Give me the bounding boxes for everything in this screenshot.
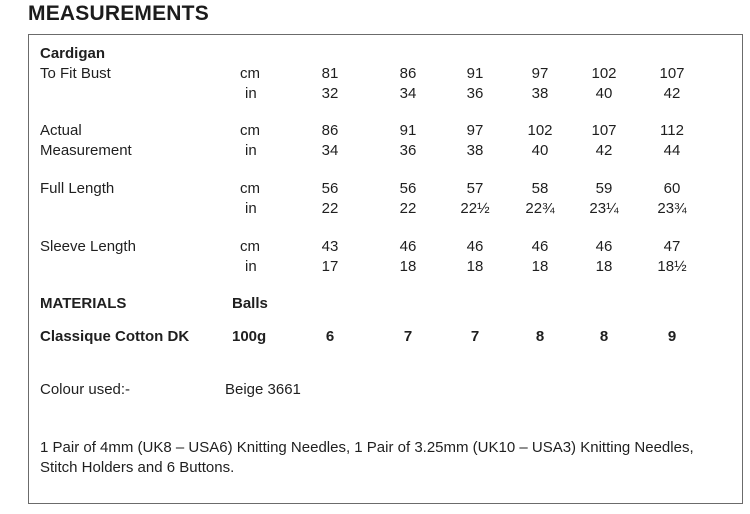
cm-value: 107	[591, 122, 617, 139]
needles-text: 1 Pair of 4mm (UK8 – USA6) Knitting Needles, 1 Pair of 3.25mm (UK10 – USA3) Knitting Needles, Stitch Holders and 6 Buttons.	[40, 439, 694, 476]
in-value: 44	[663, 142, 681, 159]
cm-value: 57	[466, 180, 484, 197]
in-value: 42	[663, 85, 681, 102]
in-value: 23¾	[657, 200, 687, 217]
cm-value: 112	[660, 122, 684, 139]
in-value: 18	[399, 258, 417, 275]
row-label: To Fit Bust	[40, 65, 111, 82]
in-value: 18½	[657, 258, 687, 275]
in-value: 36	[466, 85, 484, 102]
unit-cm: cm	[240, 238, 260, 255]
cm-value: 46	[531, 238, 549, 255]
in-value: 22	[399, 200, 417, 217]
in-value: 36	[399, 142, 417, 159]
in-value: 38	[531, 85, 549, 102]
yarn-weight: 100g	[232, 328, 267, 345]
cm-value: 43	[321, 238, 339, 255]
in-value: 18	[595, 258, 613, 275]
unit-cm: cm	[240, 65, 260, 82]
unit-cm: cm	[240, 122, 260, 139]
in-value: 18	[531, 258, 549, 275]
colour-label: Colour used:-	[40, 381, 131, 398]
ball-count: 9	[667, 328, 677, 345]
in-value: 22¾	[525, 200, 555, 217]
cm-value: 59	[595, 180, 613, 197]
cm-value: 46	[466, 238, 484, 255]
unit-cm: cm	[240, 180, 260, 197]
ball-count: 7	[470, 328, 480, 345]
cm-value: 86	[321, 122, 339, 139]
in-value: 18	[466, 258, 484, 275]
unit-in: in	[245, 142, 257, 159]
row-label: Full Length	[40, 180, 115, 197]
cm-value: 56	[321, 180, 339, 197]
cm-value: 81	[321, 65, 339, 82]
in-value: 17	[321, 258, 339, 275]
unit-in: in	[245, 258, 257, 275]
in-value: 22½	[460, 200, 490, 217]
cm-value: 91	[399, 122, 417, 139]
ball-count: 6	[325, 328, 335, 345]
cm-value: 56	[399, 180, 417, 197]
row-label: Actual	[40, 122, 82, 139]
in-value: 34	[321, 142, 339, 159]
in-value: 32	[321, 85, 339, 102]
cm-value: 91	[466, 65, 484, 82]
cm-value: 107	[659, 65, 685, 82]
row-label: Measurement	[40, 142, 132, 159]
row-label: Sleeve Length	[40, 238, 136, 255]
cm-value: 102	[591, 65, 617, 82]
yarn-name: Classique Cotton DK	[40, 328, 190, 345]
cm-value: 58	[531, 180, 549, 197]
ball-count: 8	[599, 328, 609, 345]
in-value: 22	[321, 200, 339, 217]
in-value: 23¼	[589, 200, 619, 217]
page-title: MEASUREMENTS	[28, 2, 209, 25]
in-value: 38	[466, 142, 484, 159]
ball-count: 7	[403, 328, 413, 345]
colour-value: Beige 3661	[225, 381, 301, 398]
materials-heading: MATERIALS	[40, 295, 127, 312]
cm-value: 102	[527, 122, 553, 139]
in-value: 34	[399, 85, 417, 102]
ball-count: 8	[535, 328, 545, 345]
cm-value: 60	[663, 180, 681, 197]
cm-value: 97	[466, 122, 484, 139]
cm-value: 97	[531, 65, 549, 82]
cardigan-label: Cardigan	[40, 45, 106, 62]
cm-value: 47	[663, 238, 681, 255]
cm-value: 46	[595, 238, 613, 255]
balls-label: Balls	[232, 295, 268, 312]
cm-value: 86	[399, 65, 417, 82]
cm-value: 46	[399, 238, 417, 255]
unit-in: in	[245, 200, 257, 217]
in-value: 42	[595, 142, 613, 159]
in-value: 40	[531, 142, 549, 159]
in-value: 40	[595, 85, 613, 102]
unit-in: in	[245, 85, 257, 102]
